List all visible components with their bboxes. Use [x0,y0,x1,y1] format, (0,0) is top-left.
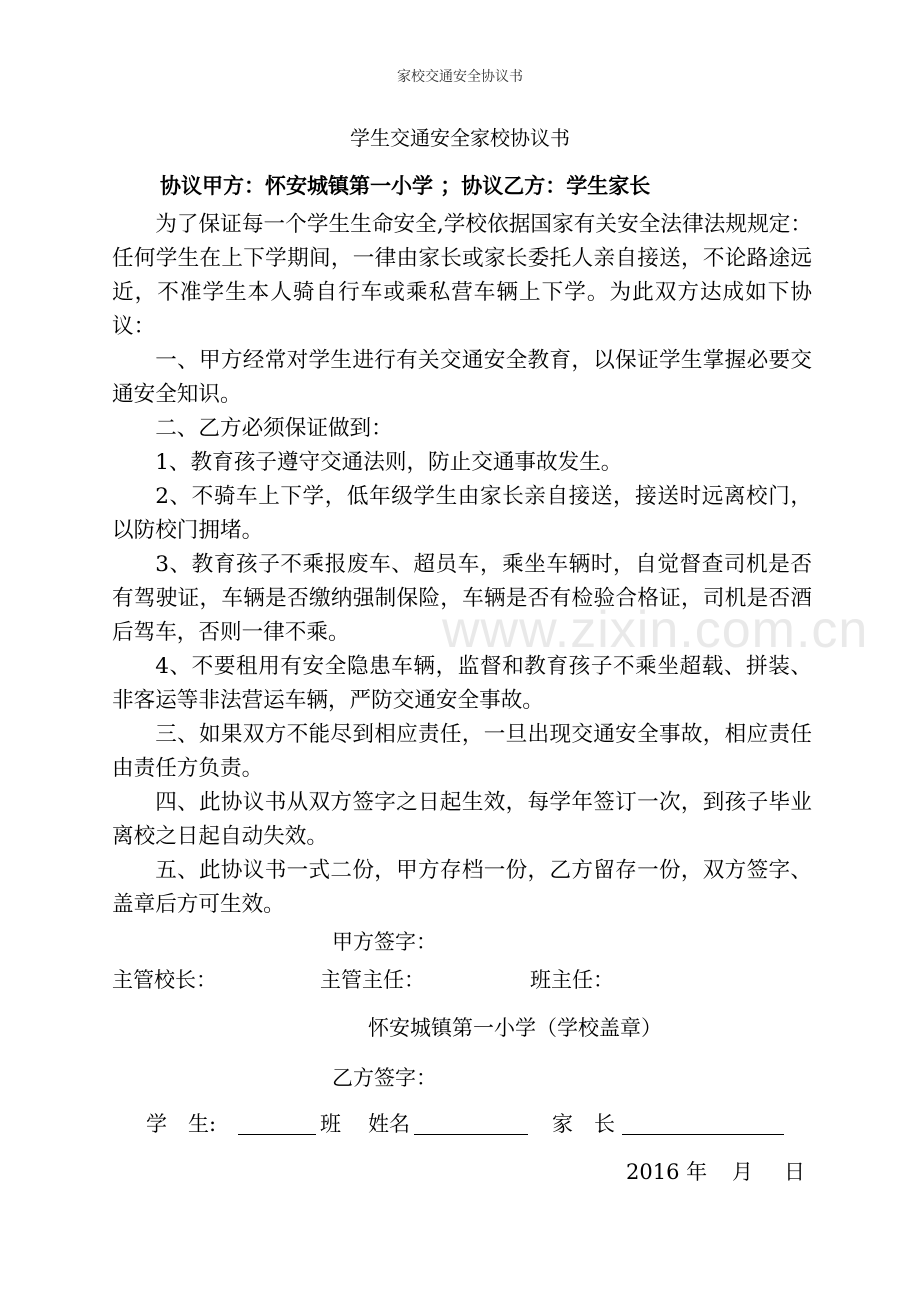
clause-two-item-2: 2、不骑车上下学，低年级学生由家长亲自接送，接送时远离校门，以防校门拥堵。 [112,484,812,543]
parent-label: 家 长 [552,1112,615,1136]
agreement-body [112,208,812,922]
intro-paragraph: 为了保证每一个学生生命安全,学校依据国家有关安全法律法规规定：任何学生在上下学期间，一律由家长或家长委托人亲自接送，不论路途远近，不准学生本人骑自行车或乘私营车辆上下学。为此双方达成如下协议： [112,212,812,339]
parties-line: 协议甲方：怀安城镇第一小学 ；协议乙方：学生家长 [160,173,651,198]
name-blank-line [414,1134,528,1135]
school-signatories-row [112,964,812,996]
clause-two: 二、乙方必须保证做到： [155,416,393,441]
director-label: 主管主任： [320,968,425,992]
page-header: 家校交通安全协议书 [397,69,523,85]
class-blank-line [238,1134,316,1135]
clause-two-item-4: 4、不要租用有安全隐患车辆，监督和教育孩子不乘坐超载、拼装、非客运等非法营运车辆，严防交通安全事故。 [112,654,812,713]
clause-one: 一、甲方经常对学生进行有关交通安全教育，以保证学生掌握必要交通安全知识。 [112,348,812,407]
class-label: 班 [320,1112,341,1136]
student-label: 学 生: [146,1112,217,1136]
class-teacher-label: 班主任： [530,968,614,992]
clause-five: 五、此协议书一式二份，甲方存档一份，乙方留存一份，双方签字、盖章后方可生效。 [112,858,812,917]
parent-blank-line [622,1134,784,1135]
party-a-signature-label: 甲方签字： [332,930,437,954]
school-seal-line: 怀安城镇第一小学（学校盖章） [368,1016,662,1040]
date-day: 日 [784,1160,805,1184]
document-title: 学生交通安全家校协议书 [350,126,570,150]
party-b-signature-label: 乙方签字： [332,1066,437,1090]
clause-two-item-1: 1、教育孩子遵守交通法则，防止交通事故发生。 [155,450,623,475]
clause-four: 四、此协议书从双方签字之日起生效，每学年签订一次，到孩子毕业离校之日起自动失效。 [112,790,812,849]
watermark: www.zixin.com.cn [442,601,869,659]
principal-label: 主管校长： [112,968,217,992]
date-line [626,1156,826,1188]
name-label: 姓名 [368,1112,410,1136]
clause-three: 三、如果双方不能尽到相应责任，一旦出现交通安全事故，相应责任由责任方负责。 [112,722,812,781]
date-year: 2016 年 [626,1160,708,1184]
date-month: 月 [732,1160,753,1184]
clause-two-item-3: 3、教育孩子不乘报废车、超员车，乘坐车辆时，自觉督查司机是否有驾驶证，车辆是否缴纳强制保险，车辆是否有检验合格证，司机是否酒后驾车，否则一律不乘。 [112,552,812,645]
